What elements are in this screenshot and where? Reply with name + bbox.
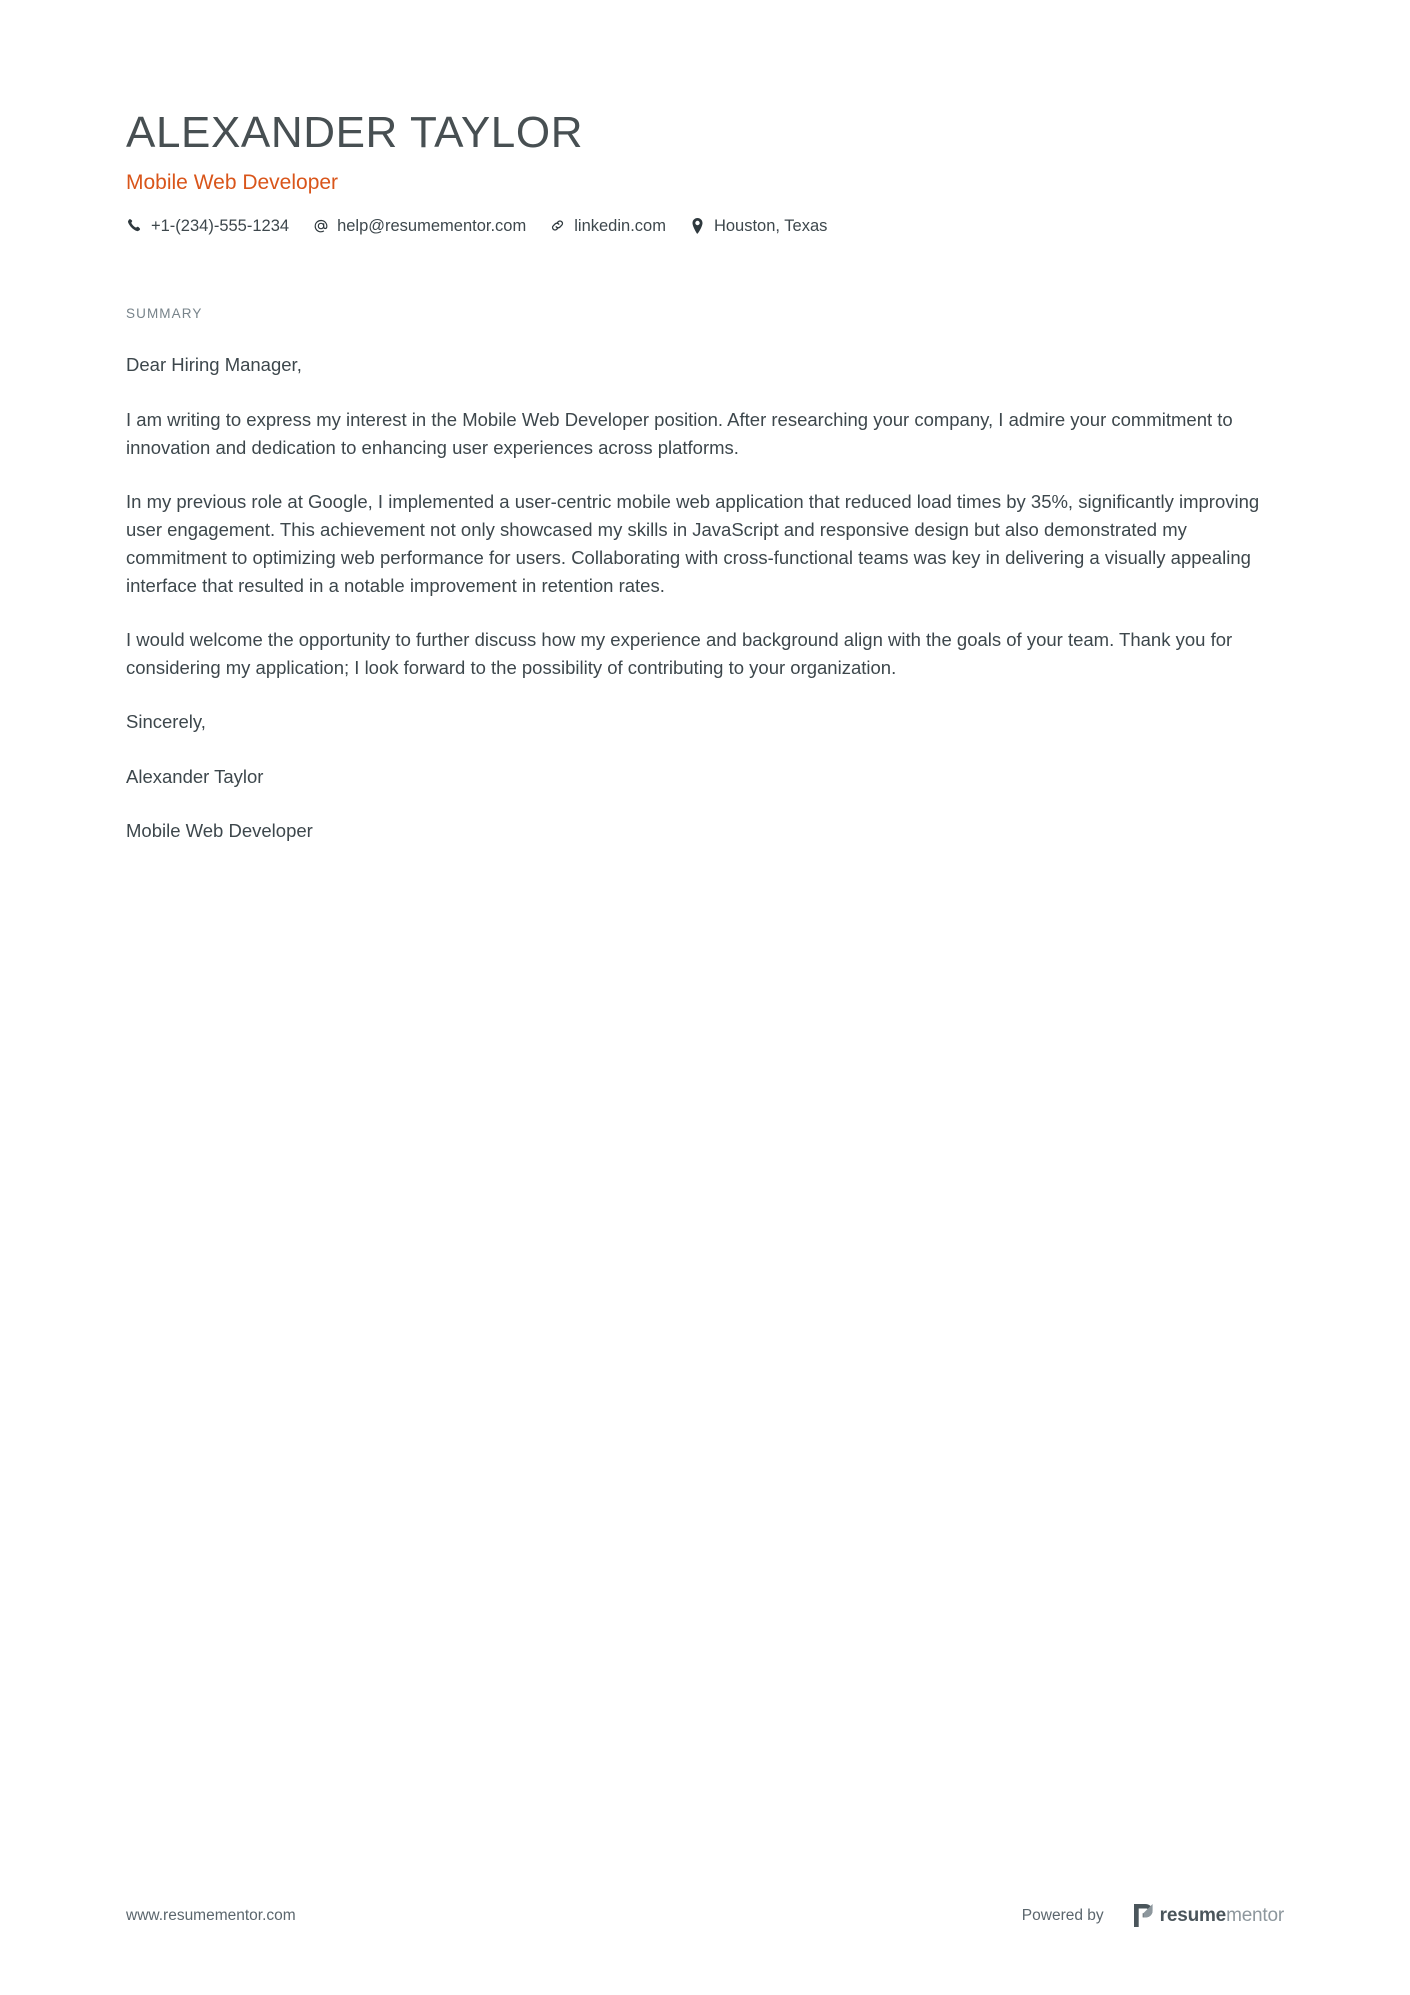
contact-email-label: help@resumementor.com — [337, 216, 527, 235]
page-content — [126, 0, 1284, 845]
job-title: Mobile Web Developer — [126, 171, 339, 195]
powered-by-block — [1022, 1904, 1284, 1927]
contact-row — [126, 217, 1284, 234]
map-pin-icon — [689, 217, 706, 234]
letter-salutation: Dear Hiring Manager, — [126, 354, 302, 376]
letter-paragraph-3: I would welcome the opportunity to further discuss how my experience and background align with the goals of your team. Thank you for considering my application; I look forward to the possibility of contributing to your organization. — [126, 629, 1233, 679]
letter-paragraph-2: In my previous role at Google, I implemented a user-centric mobile web application that reduced load times by 35%, significantly improving user engagement. This achievement not only showcased my skills in JavaScript and responsive design but also demonstrated my commitment to optimizing web performance for users. Collaborating with cross-functional teams was key in delivering a visually appealing interface that resulted in a notable improvement in retention rates. — [126, 490, 1260, 597]
page-title: ALEXANDER TAYLOR — [126, 108, 584, 157]
contact-phone[interactable] — [126, 217, 289, 234]
brand-name-bold: resume — [1159, 1905, 1227, 1926]
letter-closing: Sincerely, — [126, 711, 206, 733]
letter-header — [126, 0, 1284, 234]
at-sign-icon — [312, 217, 329, 234]
contact-location-label: Houston, Texas — [713, 216, 828, 235]
letter-signature-title: Mobile Web Developer — [126, 819, 313, 841]
contact-linkedin-label: linkedin.com — [574, 216, 666, 235]
contact-location — [689, 217, 827, 234]
footer-website-url[interactable]: www.resumementor.com — [126, 1906, 296, 1924]
contact-email[interactable] — [312, 217, 526, 234]
contact-linkedin[interactable] — [549, 217, 666, 234]
phone-icon — [126, 217, 143, 234]
resumementor-logo[interactable] — [1134, 1904, 1284, 1927]
summary-section — [126, 306, 1284, 844]
letter-paragraph-1: I am writing to express my interest in the Mobile Web Developer position. After researching your company, I admire your commitment to innovation and dedication to enhancing user experiences across platforms. — [126, 408, 1233, 458]
contact-phone-label: +1-(234)-555-1234 — [151, 216, 290, 235]
section-title-summary: SUMMARY — [126, 306, 203, 322]
letter-signature-name: Alexander Taylor — [126, 765, 264, 787]
page-footer — [126, 1904, 1284, 1927]
resumementor-mark-icon — [1134, 1904, 1153, 1927]
powered-by-label: Powered by — [1021, 1906, 1104, 1924]
brand-name-light: mentor — [1226, 1905, 1284, 1926]
letter-body — [126, 351, 1284, 844]
link-icon — [549, 217, 566, 234]
